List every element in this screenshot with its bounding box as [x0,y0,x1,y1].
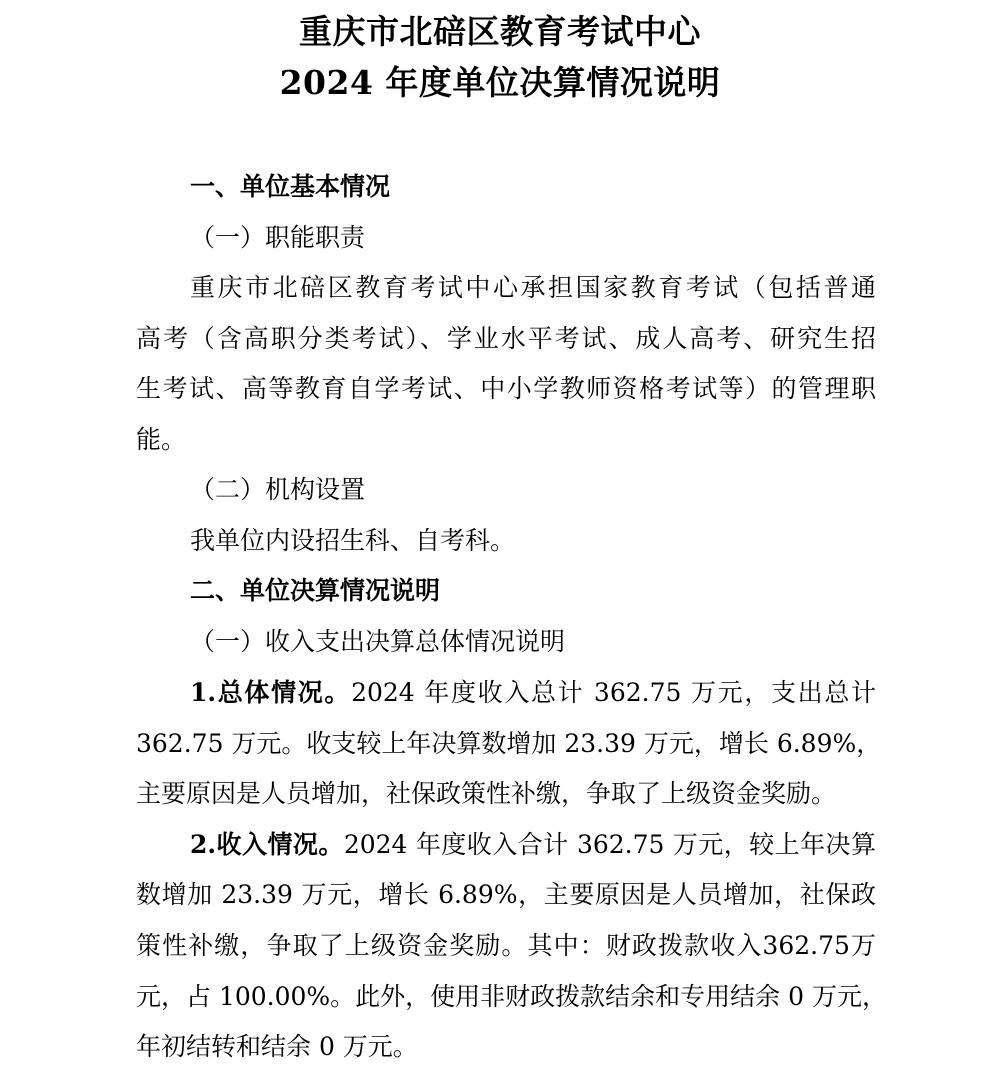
subsection-heading-organization: （二）机构设置 [190,475,366,504]
paragraph-overall-line-3: 主要原因是人员增加，社保政策性补缴，争取了上级资金奖励。 [136,779,837,808]
paragraph-organization: 我单位内设招生科、自考科。 [190,526,516,555]
paragraph-functions-line-4: 能。 [136,425,187,454]
paragraph-overall-text: 2024 年度收入总计 362.75 万元，支出总计 [351,678,876,707]
paragraph-income-label: 2.收入情况。 [190,830,344,859]
paragraph-income-line-5: 年初结转和结余 0 万元。 [136,1032,418,1061]
section-heading-basic-info: 一、单位基本情况 [190,172,391,201]
paragraph-functions-line-3: 生考试、高等教育自学考试、中小学教师资格考试等）的管理职 [136,374,876,403]
paragraph-overall-label: 1.总体情况。 [190,678,352,707]
document-title-line-1: 重庆市北碚区教育考试中心 [299,12,701,51]
paragraph-income-line-1 [190,828,876,862]
paragraph-income-line-2: 数增加 23.39 万元，增长 6.89%，主要原因是人员增加，社保政 [136,880,876,909]
paragraph-overall-line-2: 362.75 万元。收支较上年决算数增加 23.39 万元，增长 6.89%， [136,729,882,758]
paragraph-functions-line-1: 重庆市北碚区教育考试中心承担国家教育考试（包括普通 [190,273,876,302]
paragraph-income-line-3: 策性补缴，争取了上级资金奖励。其中：财政拨款收入362.75万 [136,931,876,960]
subsection-heading-functions: （一）职能职责 [190,223,366,252]
subsection-heading-income-expense: （一）收入支出决算总体情况说明 [190,627,566,656]
paragraph-overall-line-1 [190,676,876,710]
document-title-line-2: 2024 年度单位决算情况说明 [279,63,721,102]
paragraph-functions-line-2: 高考（含高职分类考试）、学业水平考试、成人高考、研究生招 [136,324,876,353]
section-heading-final-accounts: 二、单位决算情况说明 [190,576,441,605]
paragraph-income-line-4: 元，占 100.00%。此外，使用非财政拨款结余和专用结余 0 万元， [136,982,887,1011]
paragraph-income-text: 2024 年度收入合计 362.75 万元，较上年决算 [343,830,876,859]
